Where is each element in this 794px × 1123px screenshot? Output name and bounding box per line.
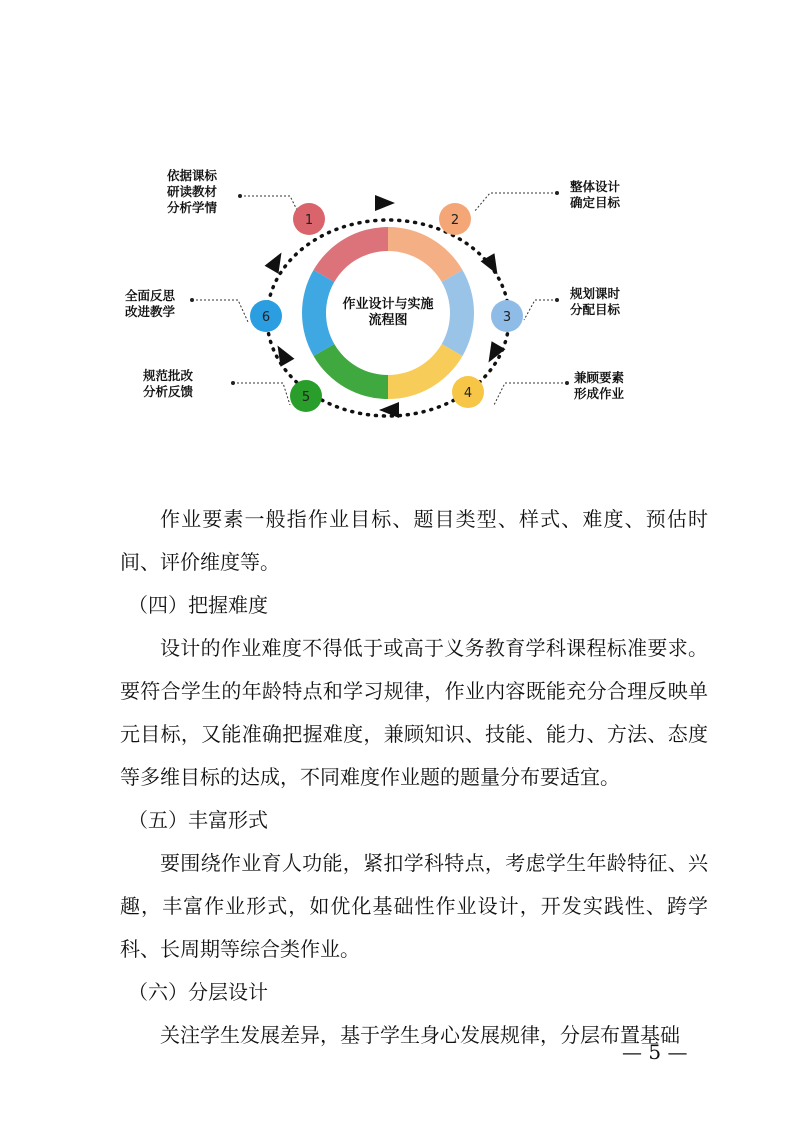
center-title: 作业设计与实施 流程图 — [342, 297, 434, 328]
ring-segment-5 — [314, 344, 388, 399]
leader-line-4 — [494, 383, 567, 405]
step-number-3: 3 — [502, 310, 512, 325]
leader-line-2 — [474, 193, 557, 212]
leader-dot-6 — [190, 298, 194, 302]
arrow-icon-5 — [271, 341, 295, 366]
label-step-2: 整体设计 确定目标 — [570, 179, 621, 210]
leader-dot-1 — [238, 194, 242, 198]
step-number-6: 6 — [261, 310, 271, 325]
leader-line-1 — [240, 196, 297, 210]
section-heading: （五）丰富形式 — [128, 808, 268, 832]
body-text — [120, 498, 708, 1057]
step-number-1: 1 — [304, 213, 314, 228]
arrow-icon-6 — [265, 248, 289, 273]
label-step-1: 依据课标 研读教材 分析学情 — [167, 168, 218, 215]
step-number-5: 5 — [301, 390, 311, 405]
workflow-diagram — [0, 0, 794, 440]
label-step-3: 规划课时 分配目标 — [570, 286, 621, 317]
leader-dot-3 — [555, 298, 559, 302]
ring-segment-4 — [388, 344, 462, 399]
page-number: — 5 — — [622, 1040, 688, 1064]
section-heading: （四）把握难度 — [128, 593, 268, 617]
section-heading: （六）分层设计 — [128, 980, 268, 1004]
step-number-4: 4 — [463, 386, 473, 401]
arrow-icon-3 — [482, 341, 506, 366]
arrow-icon-2 — [481, 253, 505, 278]
leader-dot-2 — [555, 191, 559, 195]
paragraph: 作业要素一般指作业目标、题目类型、样式、难度、预估时间、评价维度等。 — [120, 507, 708, 574]
label-step-6: 全面反思 改进教学 — [125, 288, 176, 319]
ring-segment-1 — [314, 227, 388, 282]
paragraph: 要围绕作业育人功能，紧扣学科特点，考虑学生年龄特征、兴趣，丰富作业形式，如优化基础性作业设计，开发实践性、跨学科、长周期等综合类作业。 — [120, 851, 708, 961]
leader-dot-5 — [231, 381, 235, 385]
leader-line-5 — [233, 383, 290, 405]
label-step-5: 规范批改 分析反馈 — [143, 368, 194, 399]
arrow-icon-1 — [375, 195, 395, 211]
leader-line-6 — [192, 300, 248, 322]
step-number-2: 2 — [450, 213, 460, 228]
label-step-4: 兼顾要素 形成作业 — [574, 370, 625, 401]
leader-line-3 — [524, 300, 557, 320]
leader-dot-4 — [565, 381, 569, 385]
paragraph: 关注学生发展差异，基于学生身心发展规律，分层布置基础 — [160, 1023, 680, 1047]
paragraph: 设计的作业难度不得低于或高于义务教育学科课程标准要求。要符合学生的年龄特点和学习规律，作业内容既能充分合理反映单元目标，又能准确把握难度，兼顾知识、技能、能力、方法、态度等多维目标的达成，不同难度作业题的题量分布要适宜。 — [120, 636, 708, 789]
